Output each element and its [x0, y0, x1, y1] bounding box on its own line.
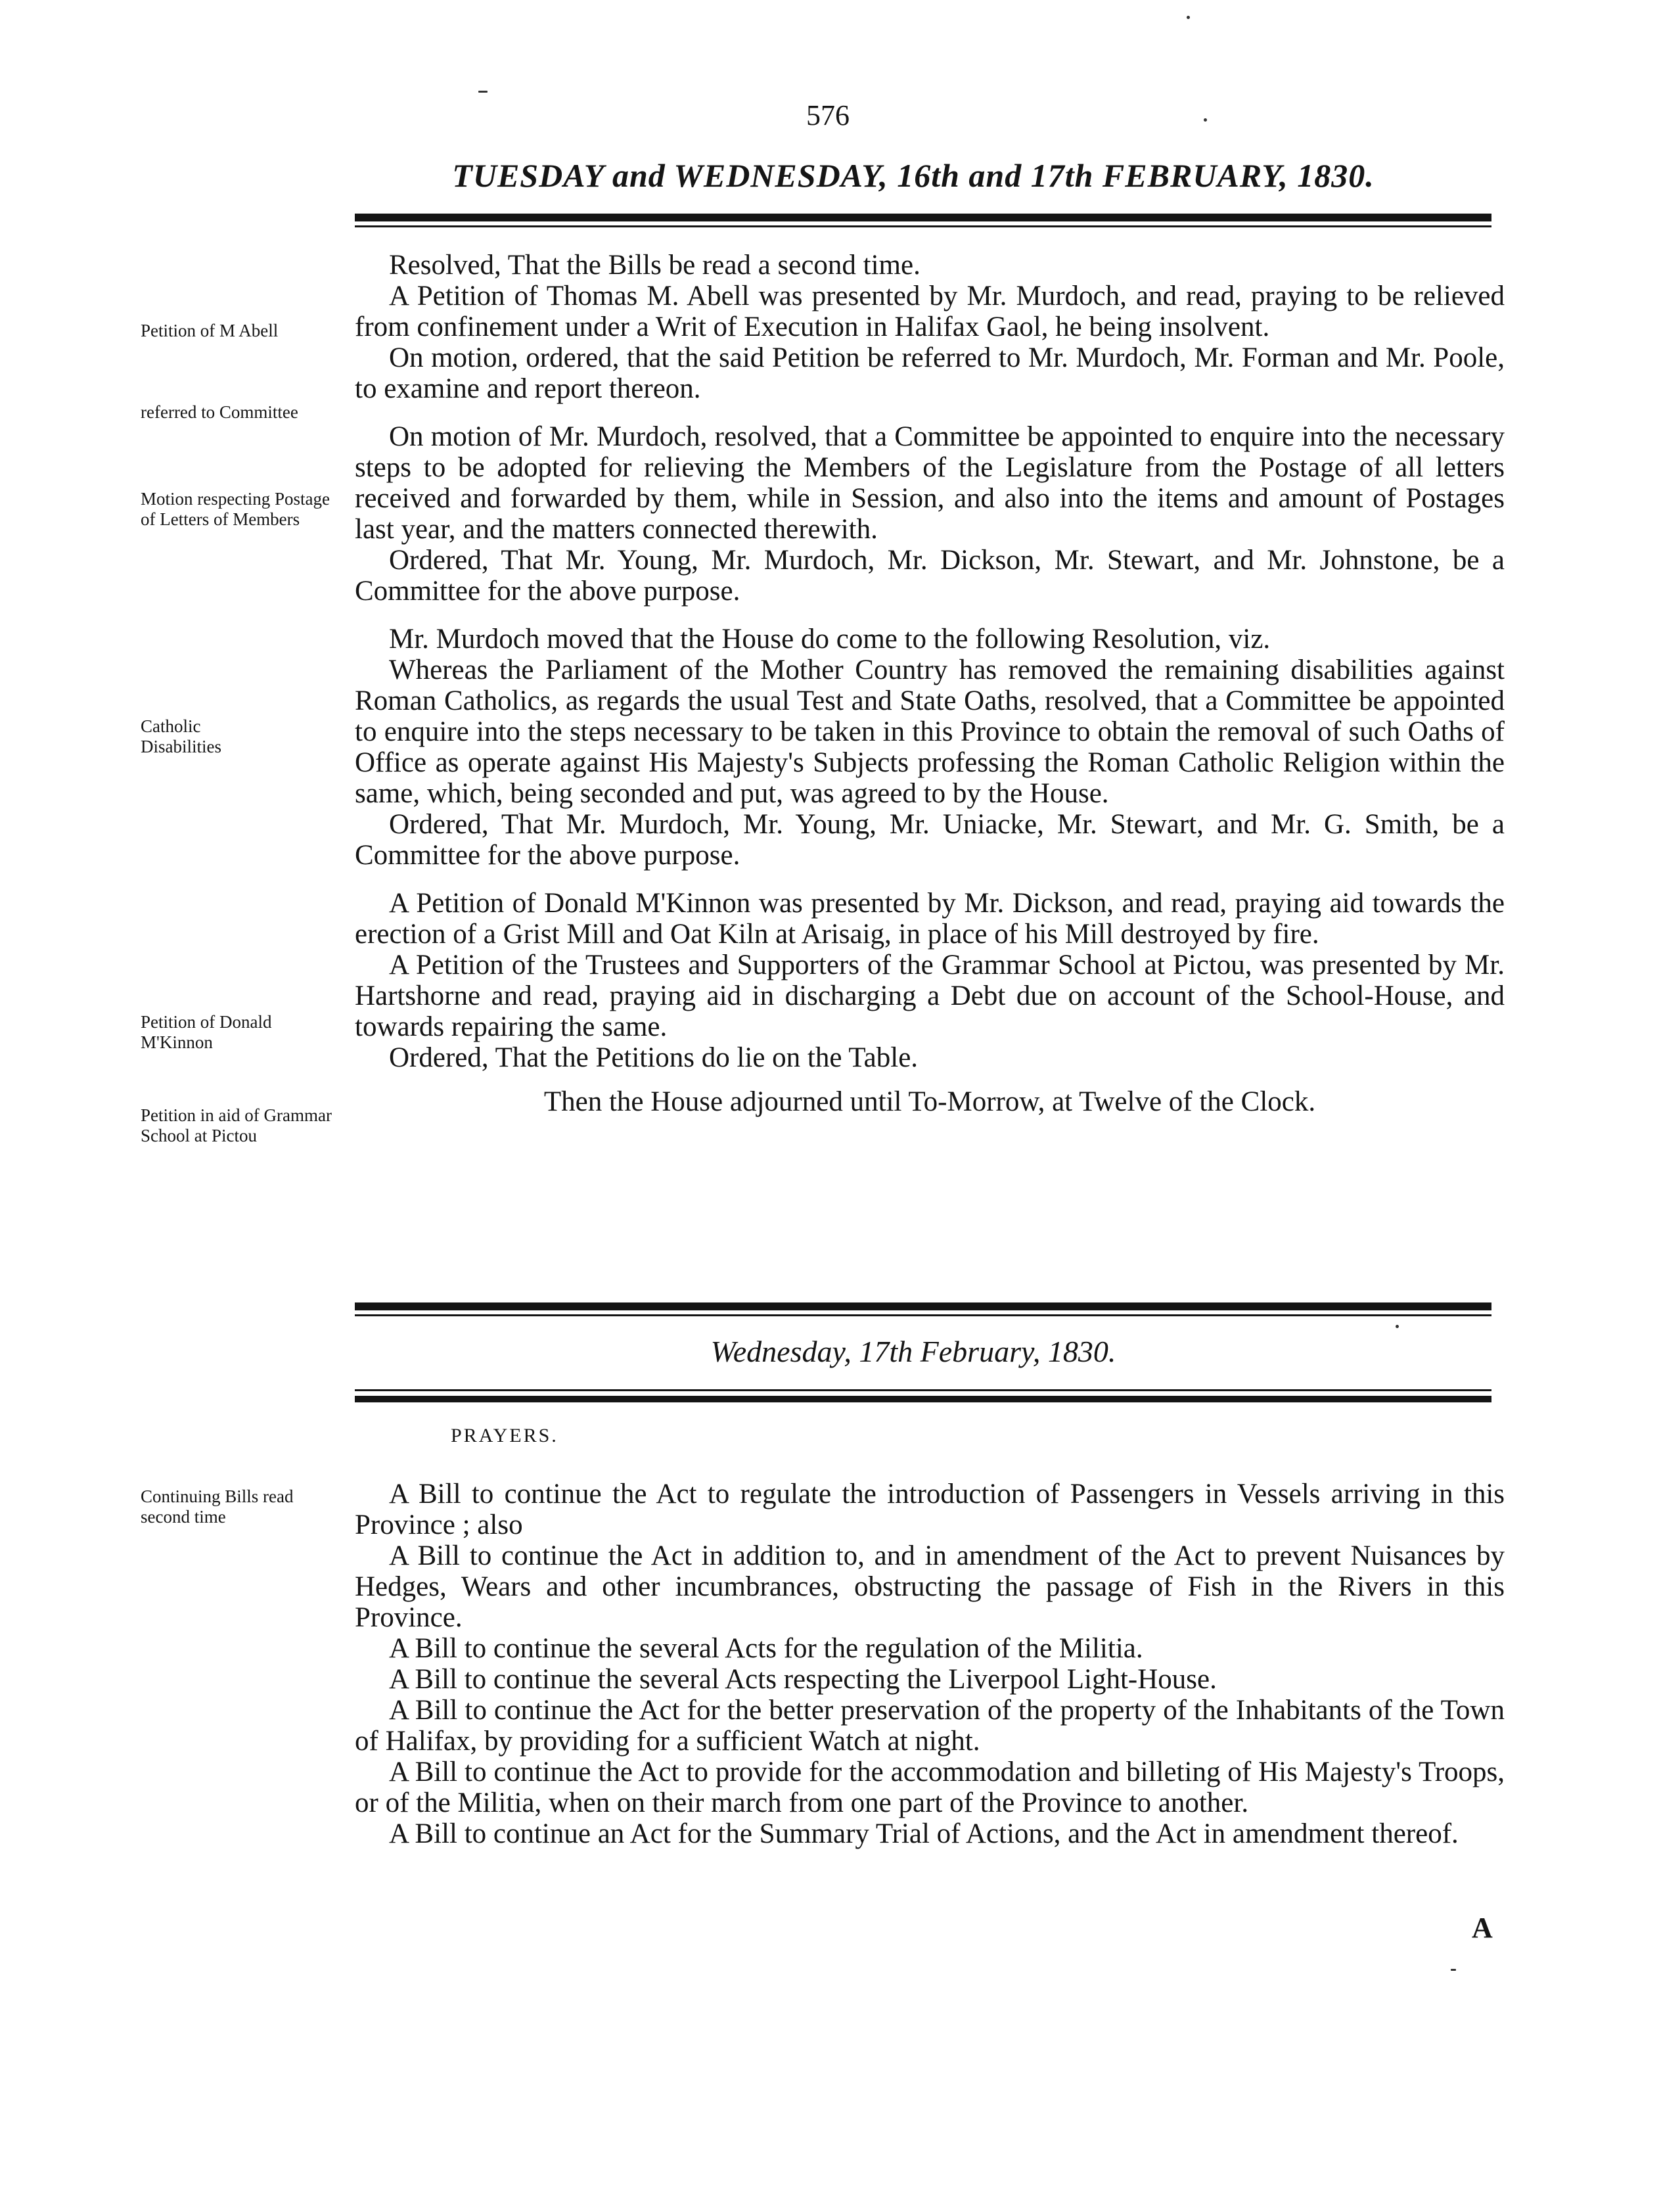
section-heading: Wednesday, 17th February, 1830.	[710, 1335, 1116, 1368]
paragraph-resolution-motion: Mr. Murdoch moved that the House do come to the following Resolution, viz.	[389, 624, 1271, 655]
paragraph-abell-referral: On motion, ordered, that the said Petition be referred to Mr. Murdoch, Mr. Forman and Mr. Poole, to examine and report thereon.	[355, 342, 1505, 404]
scan-speck	[1451, 1969, 1456, 1971]
margin-note-postage: Motion respecting Postage of Letters of Members	[141, 489, 330, 529]
paragraph-postage-motion: On motion of Mr. Murdoch, resolved, that a Committee be appointed to enquire into the necessary steps to be adopted for relieving the Members of the Legislature from the Postage of all letters received and forwarded by them, while in Session, and also into the items and amount of Postages last year, and the matters connected therewith.	[355, 421, 1505, 545]
bill-halifax-watch: A Bill to continue the Act for the better preservation of the property of the Inhabitants of the Town of Halifax, by providing for a sufficient Watch at night.	[355, 1695, 1505, 1757]
bills-list	[355, 1479, 1505, 1849]
paragraph-catholic-committee: Ordered, That Mr. Murdoch, Mr. Young, Mr. Uniacke, Mr. Stewart, and Mr. G. Smith, be a Committee for the above purpose.	[355, 809, 1505, 871]
bill-militia: A Bill to continue the several Acts for the regulation of the Militia.	[389, 1633, 1143, 1664]
paragraph-adjourned: Then the House adjourned until To-Morrow, at Twelve of the Clock.	[543, 1086, 1316, 1117]
scan-speck	[1187, 16, 1190, 19]
paragraph-grammar-petition: A Petition of the Trustees and Supporters of the Grammar School at Pictou, was presented by Mr. Hartshorne and read, praying aid in discharging a Debt due on account of the School-House, and towards repairing the same.	[355, 950, 1505, 1042]
paragraph-petitions-table: Ordered, That the Petitions do lie on the Table.	[389, 1042, 919, 1073]
scan-speck	[1204, 118, 1207, 122]
scan-speck	[478, 91, 488, 93]
lower-rule-thin	[355, 1389, 1491, 1391]
margin-note-abell: Petition of M Abell	[141, 321, 279, 340]
bill-troops: A Bill to continue the Act to provide for the accommodation and billeting of His Majesty's Troops, or of the Militia, when on their march from one part of the Province to another.	[355, 1757, 1505, 1818]
paragraph-postage-committee: Ordered, That Mr. Young, Mr. Murdoch, Mr. Dickson, Mr. Stewart, and Mr. Johnstone, be a Committee for the above purpose.	[355, 545, 1505, 607]
bill-passengers: A Bill to continue the Act to regulate the introduction of Passengers in Vessels arriving in this Province ; also	[355, 1479, 1505, 1540]
proceedings-16th	[355, 250, 1505, 1117]
margin-note-mkinnon: Petition of Donald M'Kinnon	[141, 1012, 272, 1052]
scan-speck	[1396, 1325, 1399, 1328]
prayers-label: PRAYERS.	[451, 1425, 558, 1446]
bill-summary-trial: A Bill to continue an Act for the Summary Trial of Actions, and the Act in amendment thereof.	[389, 1818, 1459, 1849]
bill-lighthouse: A Bill to continue the several Acts respecting the Liverpool Light-House.	[389, 1664, 1217, 1695]
top-rule-thin	[355, 225, 1491, 227]
margin-note-committee: referred to Committee	[141, 402, 298, 422]
middle-rule	[355, 1302, 1491, 1310]
paragraph-abell-petition: A Petition of Thomas M. Abell was presented by Mr. Murdoch, and read, praying to be relieved from confinement under a Writ of Execution in Halifax Gaol, he being insolvent.	[355, 281, 1505, 342]
top-rule	[355, 214, 1491, 221]
margin-note-bills: Continuing Bills read second time	[141, 1486, 294, 1527]
margin-note-catholic: Catholic Disabilities	[141, 716, 221, 756]
bill-nuisances: A Bill to continue the Act in addition to, and in amendment of the Act to prevent Nuisances by Hedges, Wears and other incumbrances, obstructing the passage of Fish in the Rivers in this Province.	[355, 1540, 1505, 1633]
paragraph-mkinnon-petition: A Petition of Donald M'Kinnon was presented by Mr. Dickson, and read, praying aid towards the erection of a Grist Mill and Oat Kiln at Arisaig, in place of his Mill destroyed by fire.	[355, 888, 1505, 950]
lower-rule	[355, 1396, 1491, 1402]
page-number: 576	[806, 99, 850, 131]
paragraph-resolved: Resolved, That the Bills be read a second time.	[389, 250, 921, 281]
middle-rule-thin	[355, 1314, 1491, 1316]
page-heading: TUESDAY and WEDNESDAY, 16th and 17th FEBRUARY, 1830.	[452, 157, 1375, 194]
paragraph-catholic-whereas: Whereas the Parliament of the Mother Country has removed the remaining disabilities against Roman Catholics, as regards the usual Test and State Oaths, resolved, that a Committee be appointed to enquire into the steps necessary to be taken in this Province to obtain the removal of such Oaths of Office as operate against His Majesty's Subjects professing the Roman Catholic Religion within the same, which, being seconded and put, was agreed to by the House.	[355, 655, 1505, 809]
margin-note-grammar: Petition in aid of Grammar School at Pictou	[141, 1105, 332, 1145]
catchword: A	[1472, 1912, 1493, 1944]
